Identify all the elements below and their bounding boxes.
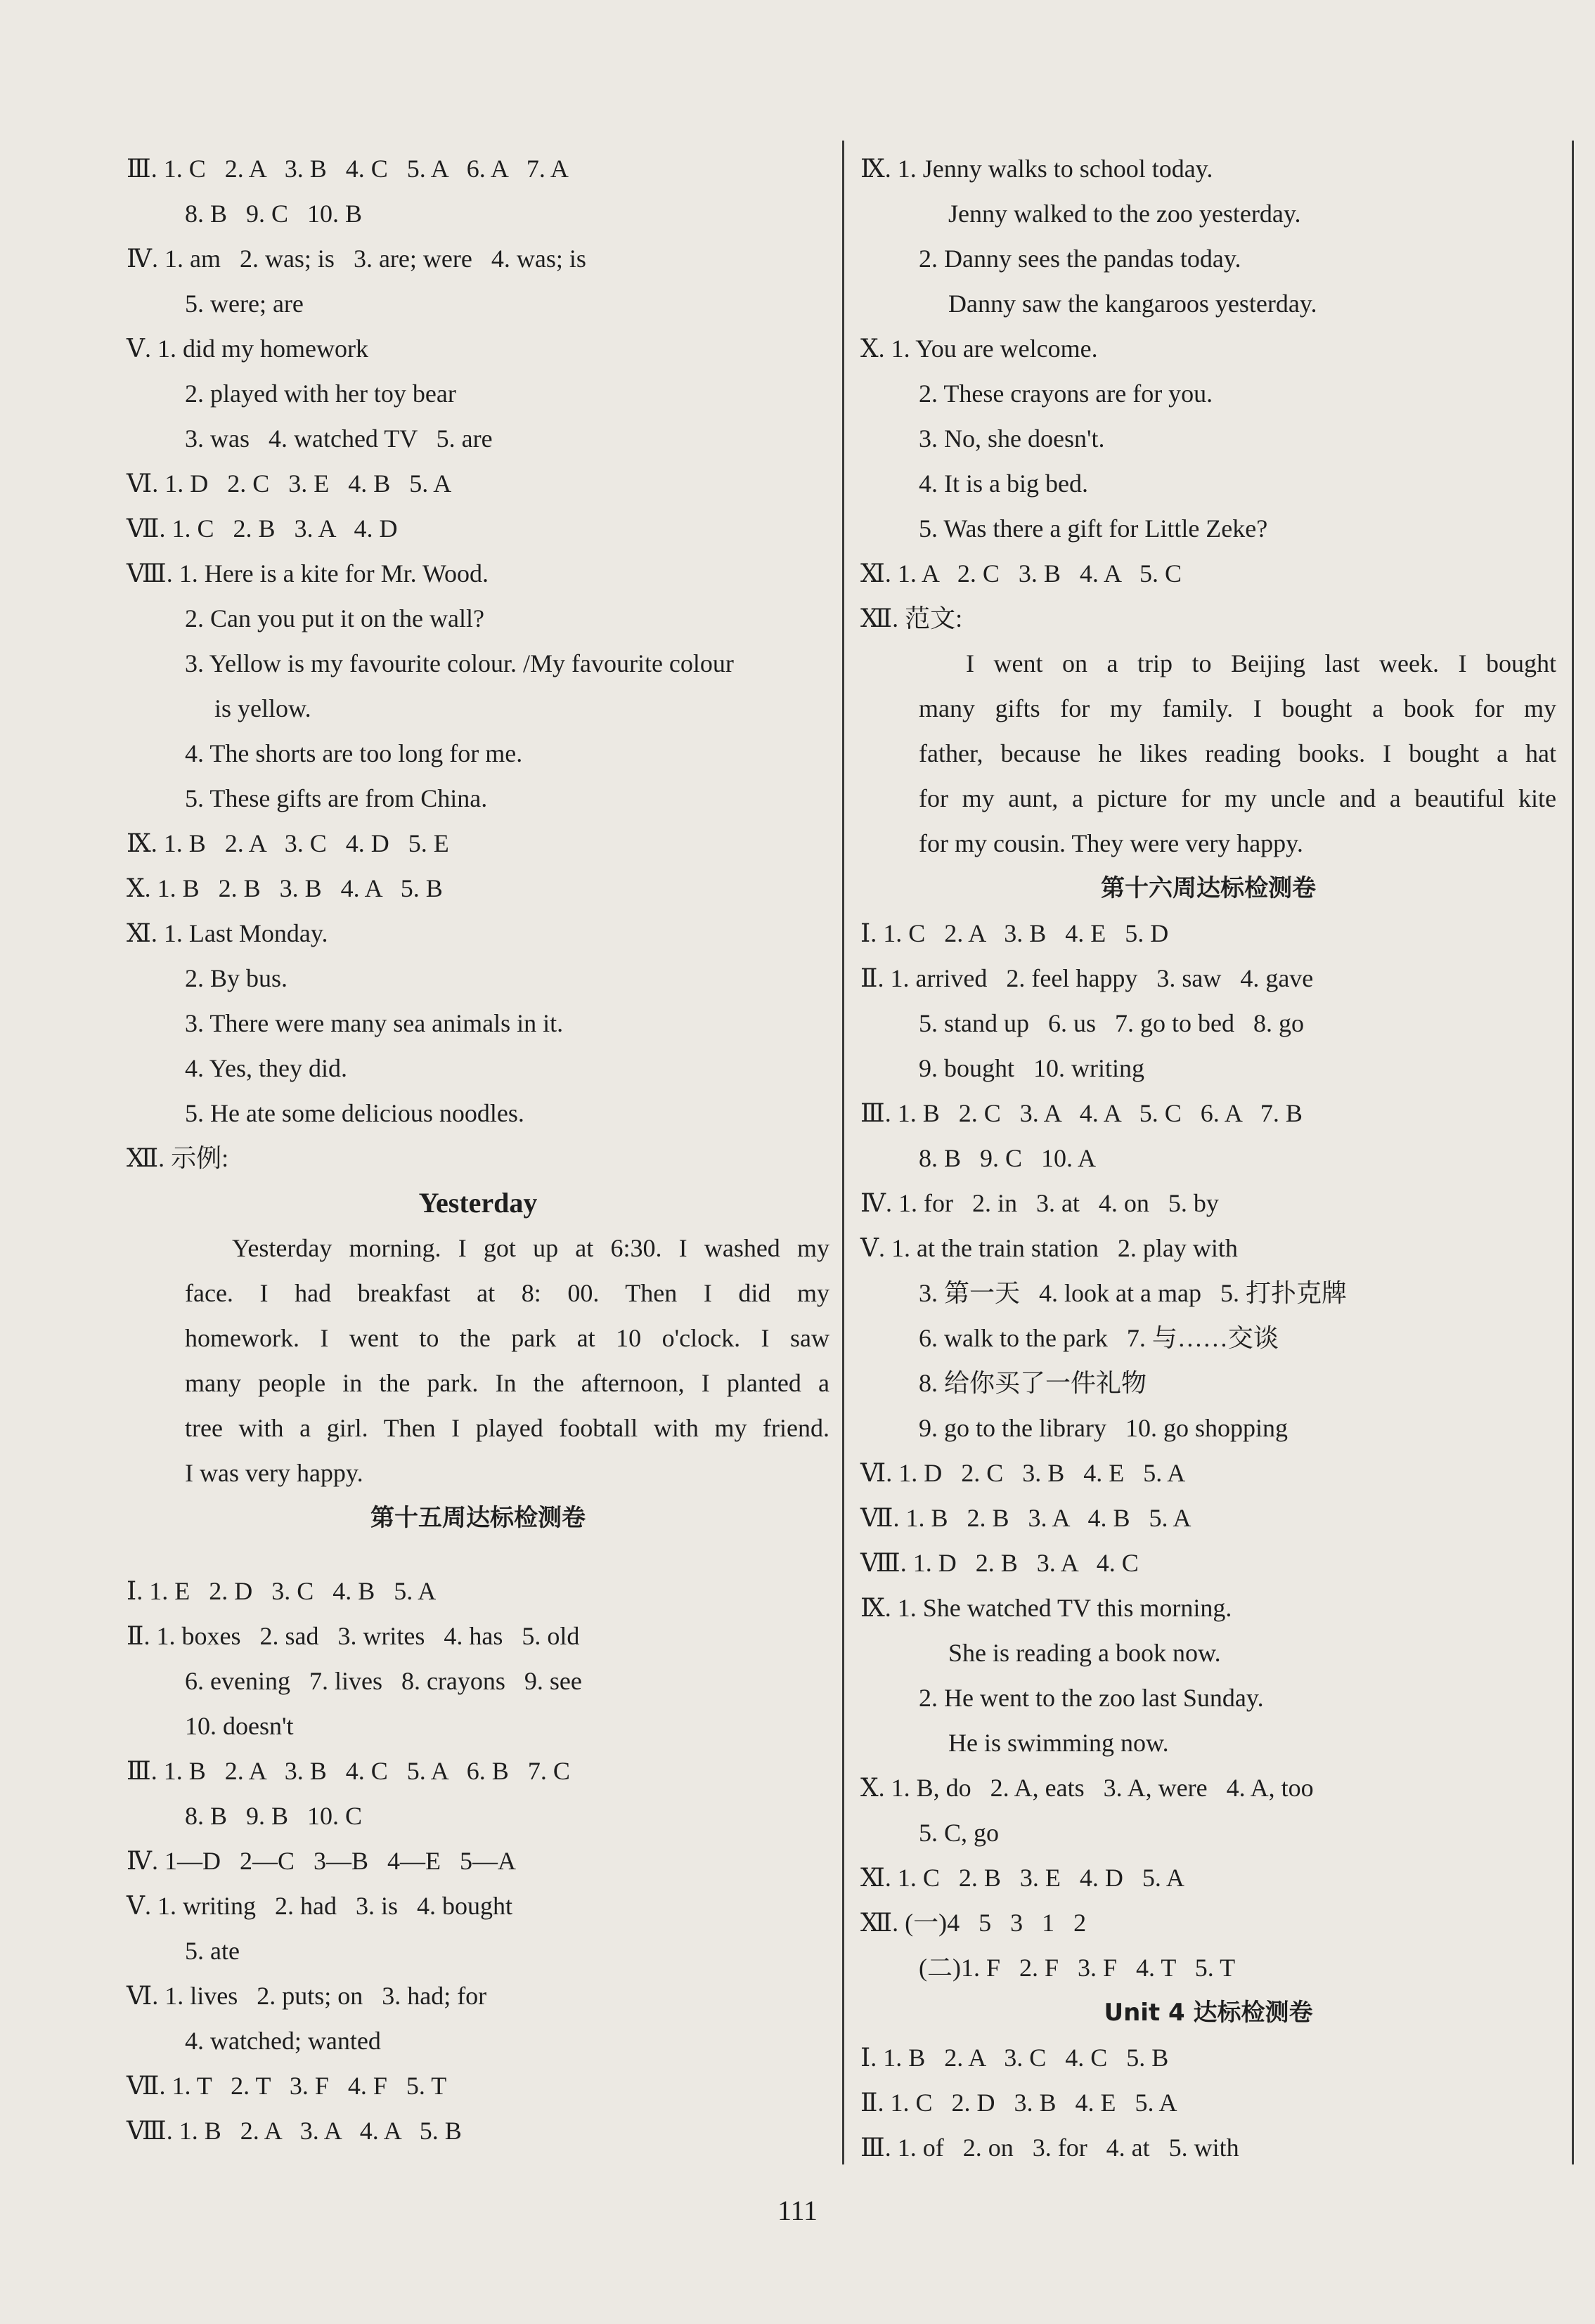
answer-line: Ⅻ. 范文: — [860, 604, 963, 632]
answer-line: 4. The shorts are too long for me. — [185, 739, 523, 767]
answer-line: 4. Yes, they did. — [185, 1054, 348, 1082]
section-heading: 第十六周达标检测卷 — [1101, 874, 1316, 902]
essay-line: many gifts for my family. I bought a book for my — [919, 694, 1556, 722]
answer-line: 3. No, she doesn't. — [919, 424, 1105, 453]
answer-line: 5. Was there a gift for Little Zeke? — [919, 514, 1268, 543]
answer-line: Ⅳ. 1. am 2. was; is 3. are; were 4. was; is — [127, 245, 586, 273]
right-column — [860, 146, 1556, 2170]
answer-line: 8. B 9. B 10. C — [185, 1802, 363, 1830]
answer-line: 8. B 9. C 10. A — [919, 1144, 1097, 1172]
answer-line: Ⅸ. 1. Jenny walks to school today. — [860, 155, 1213, 183]
answer-line: Ⅶ. 1. T 2. T 3. F 4. F 5. T — [127, 2072, 447, 2100]
essay-line: Yesterday morning. I got up at 6:30. I washed my — [232, 1234, 829, 1262]
answer-line: Ⅹ. 1. B, do 2. A, eats 3. A, were 4. A, too — [860, 1774, 1314, 1802]
answer-line: Ⅻ. 示例: — [127, 1144, 229, 1172]
answer-line: Ⅸ. 1. She watched TV this morning. — [860, 1594, 1232, 1622]
answer-line: Ⅺ. 1. Last Monday. — [127, 919, 328, 947]
answer-line: is yellow. — [214, 694, 311, 722]
answer-line: 2. These crayons are for you. — [919, 379, 1213, 408]
answer-line: Ⅷ. 1. Here is a kite for Mr. Wood. — [127, 559, 489, 588]
answer-line: Ⅲ. 1. of 2. on 3. for 4. at 5. with — [860, 2134, 1239, 2162]
answer-line: Ⅱ. 1. boxes 2. sad 3. writes 4. has 5. old — [127, 1622, 580, 1650]
answer-line: Ⅵ. 1. D 2. C 3. B 4. E 5. A — [860, 1459, 1186, 1487]
essay-line: many people in the park. In the afternoon, I planted a — [185, 1369, 829, 1397]
answer-line: Ⅵ. 1. D 2. C 3. E 4. B 5. A — [127, 469, 452, 498]
answer-line: 4. watched; wanted — [185, 2027, 381, 2055]
section-heading: Yesterday — [418, 1187, 538, 1219]
column-divider — [842, 141, 844, 2164]
answer-line: (二)1. F 2. F 3. F 4. T 5. T — [919, 1954, 1236, 1982]
next-page-edge — [1575, 141, 1595, 2164]
section-heading: Unit 4 达标检测卷 — [1104, 1999, 1313, 2027]
answer-line: 6. evening 7. lives 8. crayons 9. see — [185, 1667, 582, 1695]
edge-divider — [1572, 141, 1574, 2164]
answer-line: 5. stand up 6. us 7. go to bed 8. go — [919, 1009, 1304, 1037]
answer-line: Jenny walked to the zoo yesterday. — [948, 200, 1301, 228]
answer-line: She is reading a book now. — [948, 1639, 1221, 1667]
answer-line: 3. 第一天 4. look at a map 5. 打扑克牌 — [919, 1279, 1347, 1307]
answer-line: Ⅱ. 1. C 2. D 3. B 4. E 5. A — [860, 2089, 1177, 2117]
answer-line: He is swimming now. — [948, 1729, 1169, 1757]
answer-line: Ⅲ. 1. C 2. A 3. B 4. C 5. A 6. A 7. A — [127, 155, 569, 183]
answer-line: 3. There were many sea animals in it. — [185, 1009, 564, 1037]
answer-line: 3. Yellow is my favourite colour. /My favourite colour — [185, 649, 734, 677]
essay-line: homework. I went to the park at 10 o'clock. I saw — [185, 1324, 829, 1352]
answer-line: 9. go to the library 10. go shopping — [919, 1414, 1288, 1442]
answer-line: Ⅱ. 1. arrived 2. feel happy 3. saw 4. gave — [860, 964, 1314, 992]
answer-line: 2. played with her toy bear — [185, 379, 456, 408]
answer-line: 4. It is a big bed. — [919, 469, 1088, 498]
answer-line: 5. He ate some delicious noodles. — [185, 1099, 524, 1127]
answer-line: Ⅴ. 1. writing 2. had 3. is 4. bought — [127, 1892, 512, 1920]
answer-line: 8. 给你买了一件礼物 — [919, 1369, 1147, 1397]
answer-line: Ⅲ. 1. B 2. C 3. A 4. A 5. C 6. A 7. B — [860, 1099, 1303, 1127]
section-heading: 第十五周达标检测卷 — [370, 1504, 586, 1532]
answer-line: Ⅺ. 1. A 2. C 3. B 4. A 5. C — [860, 559, 1182, 588]
page-number: 111 — [777, 2195, 818, 2226]
essay-line: I was very happy. — [185, 1459, 363, 1487]
answer-line: Ⅲ. 1. B 2. A 3. B 4. C 5. A 6. B 7. C — [127, 1757, 570, 1785]
answer-line: 2. By bus. — [185, 964, 288, 992]
answer-line: Ⅰ. 1. C 2. A 3. B 4. E 5. D — [860, 919, 1169, 947]
answer-line: 2. Can you put it on the wall? — [185, 604, 484, 632]
essay-line: face. I had breakfast at 8: 00. Then I did my — [185, 1279, 829, 1307]
answer-line: 5. ate — [185, 1937, 240, 1965]
answer-line: Ⅹ. 1. You are welcome. — [860, 335, 1098, 363]
answer-line: 6. walk to the park 7. 与……交谈 — [919, 1324, 1279, 1352]
answer-line: 9. bought 10. writing — [919, 1054, 1144, 1082]
left-column — [127, 146, 829, 2153]
answer-line: 5. were; are — [185, 290, 304, 318]
answer-line: Ⅰ. 1. E 2. D 3. C 4. B 5. A — [127, 1577, 437, 1605]
essay-line: I went on a trip to Beijing last week. I bought — [966, 649, 1556, 677]
answer-line: Ⅳ. 1—D 2—C 3—B 4—E 5—A — [127, 1847, 516, 1875]
answer-line: Ⅸ. 1. B 2. A 3. C 4. D 5. E — [127, 829, 449, 857]
answer-line — [127, 1540, 829, 1569]
answer-line: Ⅵ. 1. lives 2. puts; on 3. had; for — [127, 1982, 487, 2010]
essay-line: for my cousin. They were very happy. — [919, 829, 1303, 857]
answer-line: 10. doesn't — [185, 1712, 294, 1740]
answer-line: 5. C, go — [919, 1819, 1000, 1847]
answer-line: Ⅷ. 1. D 2. B 3. A 4. C — [860, 1549, 1139, 1577]
answer-line: Ⅶ. 1. C 2. B 3. A 4. D — [127, 514, 398, 543]
answer-line: 5. These gifts are from China. — [185, 784, 488, 812]
answer-line: Ⅻ. (一)4 5 3 1 2 — [860, 1909, 1087, 1937]
answer-line: 8. B 9. C 10. B — [185, 200, 363, 228]
answer-line: 3. was 4. watched TV 5. are — [185, 424, 493, 453]
essay-line: tree with a girl. Then I played foobtall with my friend. — [185, 1414, 829, 1442]
answer-line: Ⅺ. 1. C 2. B 3. E 4. D 5. A — [860, 1864, 1184, 1892]
answer-line: Ⅴ. 1. at the train station 2. play with — [860, 1234, 1238, 1262]
essay-line: father, because he likes reading books. I bought a hat — [919, 739, 1556, 767]
answer-line: Ⅹ. 1. B 2. B 3. B 4. A 5. B — [127, 874, 443, 902]
answer-line: 2. He went to the zoo last Sunday. — [919, 1684, 1264, 1712]
answer-line: 2. Danny sees the pandas today. — [919, 245, 1241, 273]
answer-line: Ⅳ. 1. for 2. in 3. at 4. on 5. by — [860, 1189, 1219, 1217]
essay-line: for my aunt, a picture for my uncle and a beautiful kite — [919, 784, 1556, 812]
answer-line: Ⅷ. 1. B 2. A 3. A 4. A 5. B — [127, 2117, 462, 2145]
answer-line: Ⅶ. 1. B 2. B 3. A 4. B 5. A — [860, 1504, 1192, 1532]
answer-line: Danny saw the kangaroos yesterday. — [948, 290, 1317, 318]
answer-line: Ⅰ. 1. B 2. A 3. C 4. C 5. B — [860, 2044, 1169, 2072]
answer-line: Ⅴ. 1. did my homework — [127, 335, 368, 363]
